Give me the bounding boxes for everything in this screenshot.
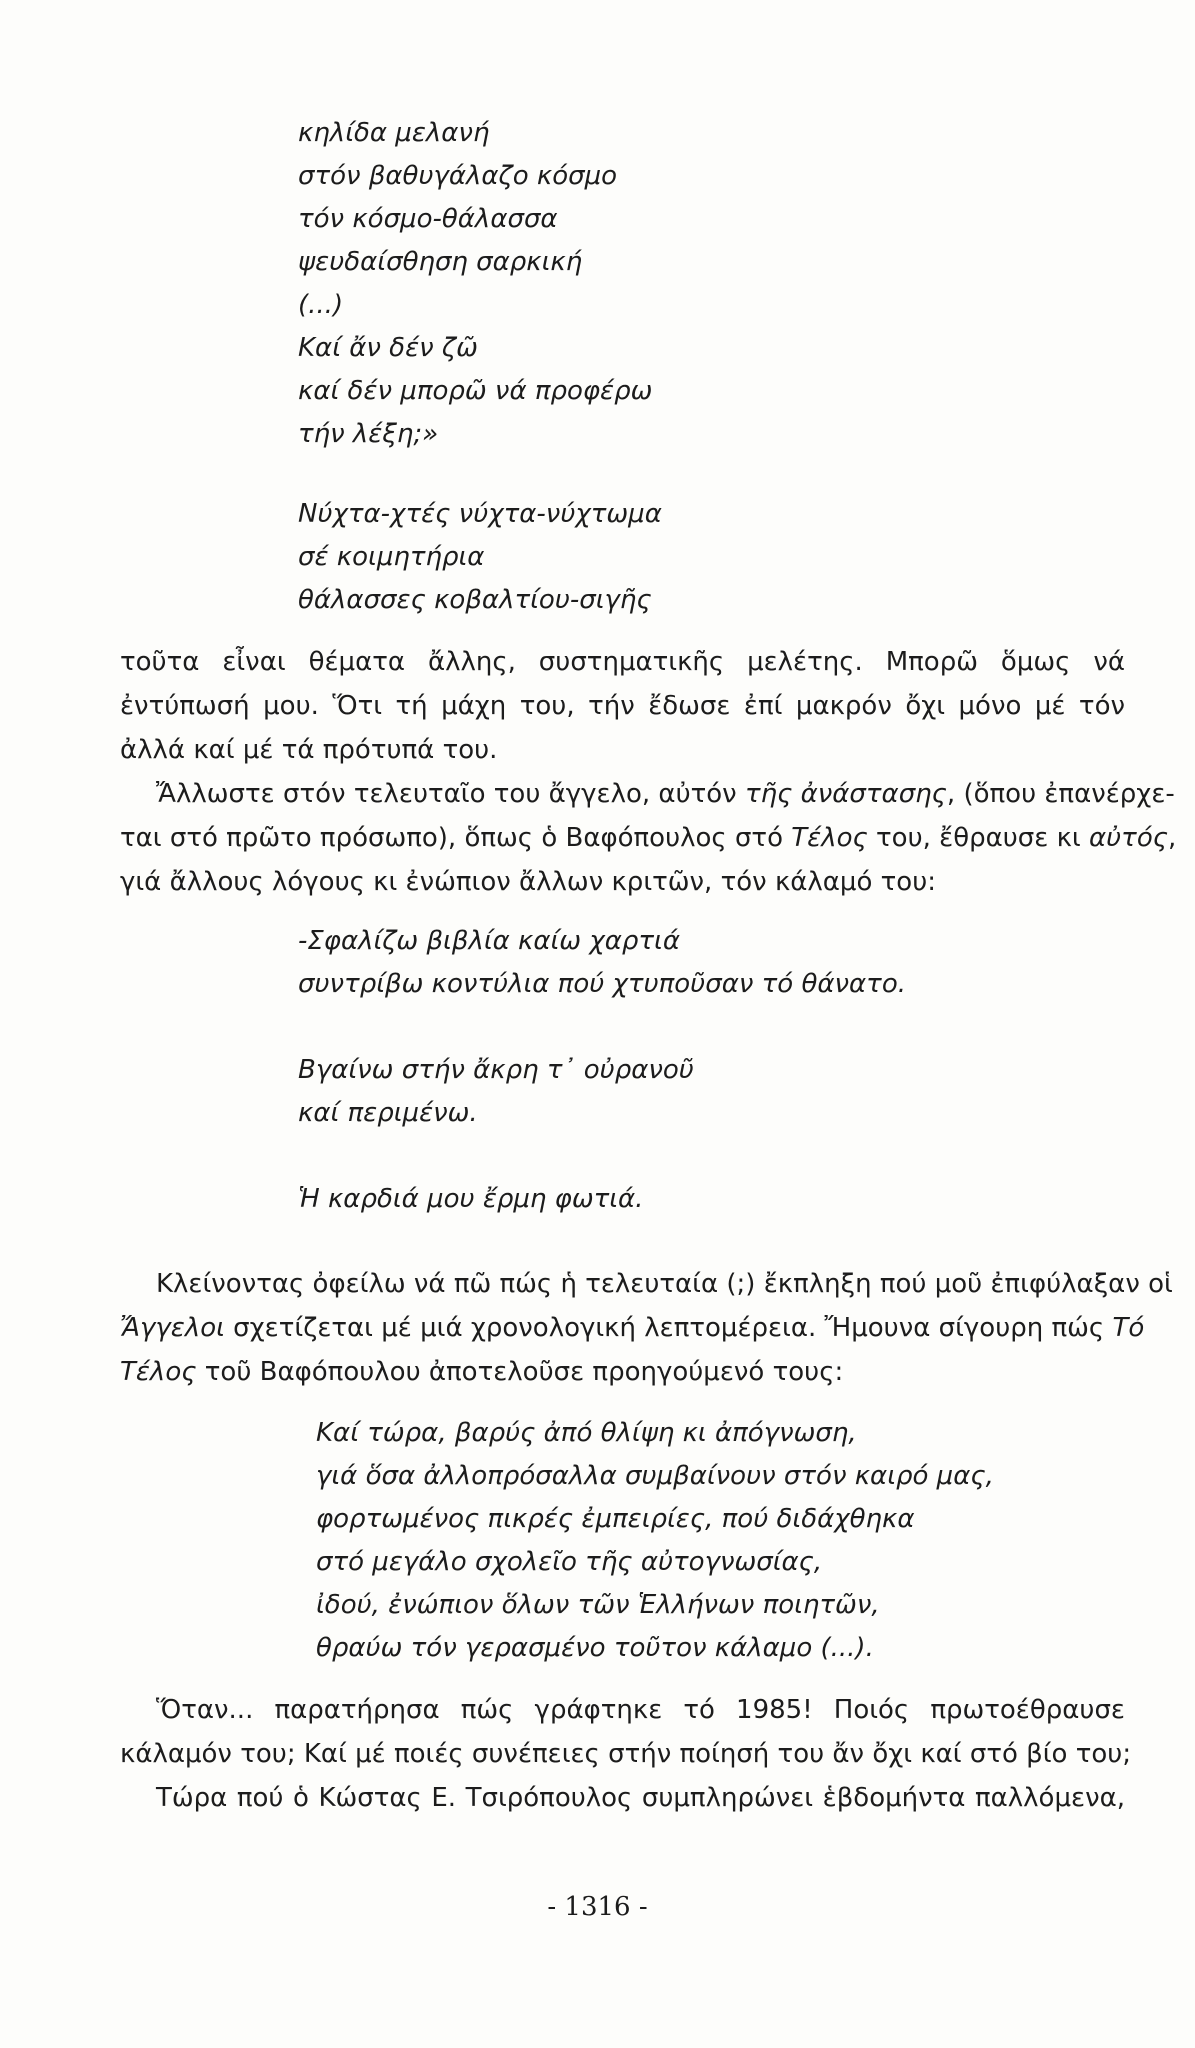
- paragraph-line: γιά ἄλλους λόγους κι ἐνώπιον ἄλλων κριτῶν, τόν κάλαμό του:: [120, 867, 937, 897]
- verse-line: κηλίδα μελανή: [298, 118, 490, 148]
- verse-line: γιά ὅσα ἀλλοπρόσαλλα συμβαίνουν στόν καιρό μας,: [316, 1461, 994, 1491]
- italic-title: Ἄγγελοι: [120, 1313, 225, 1343]
- italic-title: Τέλος: [120, 1357, 197, 1387]
- paragraph-line: Τώρα πού ὁ Κώστας Ε. Τσιρόπουλος συμπληρώνει ἑβδομήντα παλλόμενα,: [156, 1783, 1125, 1813]
- verse-line: Νύχτα-χτές νύχτα-νύχτωμα: [298, 499, 662, 529]
- verse-gap: [298, 1135, 906, 1178]
- verse-line: θραύω τόν γερασμένο τοῦτον κάλαμο (...).: [316, 1633, 874, 1663]
- verse-line: ἰδού, ἐνώπιον ὅλων τῶν Ἑλλήνων ποιητῶν,: [316, 1590, 880, 1620]
- paragraph-2: [120, 772, 1177, 904]
- verse-line: σέ κοιμητήρια: [298, 542, 485, 572]
- verse-line: (...): [298, 290, 344, 320]
- paragraph-3: [120, 1262, 1173, 1394]
- paragraph-line: τοῦτα εἶναι θέματα ἄλλης, συστηματικῆς μελέτης. Μπορῶ ὅμως νά: [120, 647, 1125, 677]
- poem-excerpt-4: [316, 1412, 994, 1670]
- verse-line: Καί ἄν δέν ζῶ: [298, 333, 478, 363]
- verse-line: Ἡ καρδιά μου ἔρμη φωτιά.: [298, 1184, 644, 1214]
- paragraph-line: Τέλος τοῦ Βαφόπουλου ἀποτελοῦσε προηγούμενό τους:: [120, 1357, 844, 1387]
- paragraph-line: Ἄγγελοι σχετίζεται μέ μιά χρονολογική λεπτομέρεια. Ἤμουνα σίγουρη πώς Τό: [120, 1313, 1145, 1343]
- paragraph-line: Ἄλλωστε στόν τελευταῖο του ἄγγελο, αὐτόν τῆς ἀνάστασης, (ὅπου ἐπανέρχε-: [156, 779, 1175, 809]
- paragraph-line: ται στό πρῶτο πρόσωπο), ὅπως ὁ Βαφόπουλος στό Τέλος του, ἔθραυσε κι αὐτός,: [120, 823, 1177, 853]
- verse-line: στό μεγάλο σχολεῖο τῆς αὐτογνωσίας,: [316, 1547, 823, 1577]
- paragraph-line: Ὅταν... παρατήρησα πώς γράφτηκε τό 1985! Ποιός πρωτοέθραυσε: [156, 1695, 1125, 1725]
- poem-excerpt-2: [298, 493, 662, 622]
- verse-line: συντρίβω κοντύλια πού χτυποῦσαν τό θάνατο.: [298, 969, 906, 999]
- verse-line: τήν λέξη;»: [298, 419, 439, 449]
- poem-excerpt-3: [298, 920, 906, 1221]
- paragraph-line: κάλαμόν του; Καί μέ ποιές συνέπειες στήν ποίησή του ἄν ὄχι καί στό βίο του;: [120, 1739, 1132, 1769]
- verse-line: φορτωμένος πικρές ἐμπειρίες, πού διδάχθηκα: [316, 1504, 915, 1534]
- paragraph-line: Κλείνοντας ὀφείλω νά πῶ πώς ἡ τελευταία (;) ἔκπληξη πού μοῦ ἐπιφύλαξαν οἱ: [156, 1269, 1173, 1299]
- verse-line: καί δέν μπορῶ νά προφέρω: [298, 376, 653, 406]
- italic-title: Τό: [1112, 1313, 1145, 1343]
- page-number: - 1316 -: [547, 1892, 648, 1922]
- verse-line: θάλασσες κοβαλτίου-σιγῆς: [298, 585, 652, 615]
- italic-title: Τέλος: [791, 823, 868, 853]
- verse-line: Καί τώρα, βαρύς ἀπό θλίψη κι ἀπόγνωση,: [316, 1418, 857, 1448]
- italic-title: τῆς ἀνάστασης: [744, 779, 947, 809]
- verse-line: τόν κόσμο-θάλασσα: [298, 204, 558, 234]
- verse-line: ψευδαίσθηση σαρκική: [298, 247, 583, 277]
- verse-line: καί περιμένω.: [298, 1098, 478, 1128]
- verse-line: -Σφαλίζω βιβλία καίω χαρτιά: [298, 926, 680, 956]
- italic-word: αὐτός: [1089, 823, 1169, 853]
- paragraph-line: ἀλλά καί μέ τά πρότυπά του.: [120, 735, 498, 765]
- paragraph-1: [120, 640, 1125, 772]
- paragraph-line: ἐντύπωσή μου. Ὅτι τή μάχη του, τήν ἔδωσε ἐπί μακρόν ὄχι μόνο μέ τόν: [120, 691, 1125, 721]
- verse-line: στόν βαθυγάλαζο κόσμο: [298, 161, 618, 191]
- poem-excerpt-1: [298, 112, 652, 456]
- paragraph-5: [120, 1776, 1125, 1820]
- verse-gap: [298, 1006, 906, 1049]
- paragraph-4: [120, 1688, 1132, 1776]
- verse-line: Βγαίνω στήν ἄκρη τ᾽ οὐρανοῦ: [298, 1055, 694, 1085]
